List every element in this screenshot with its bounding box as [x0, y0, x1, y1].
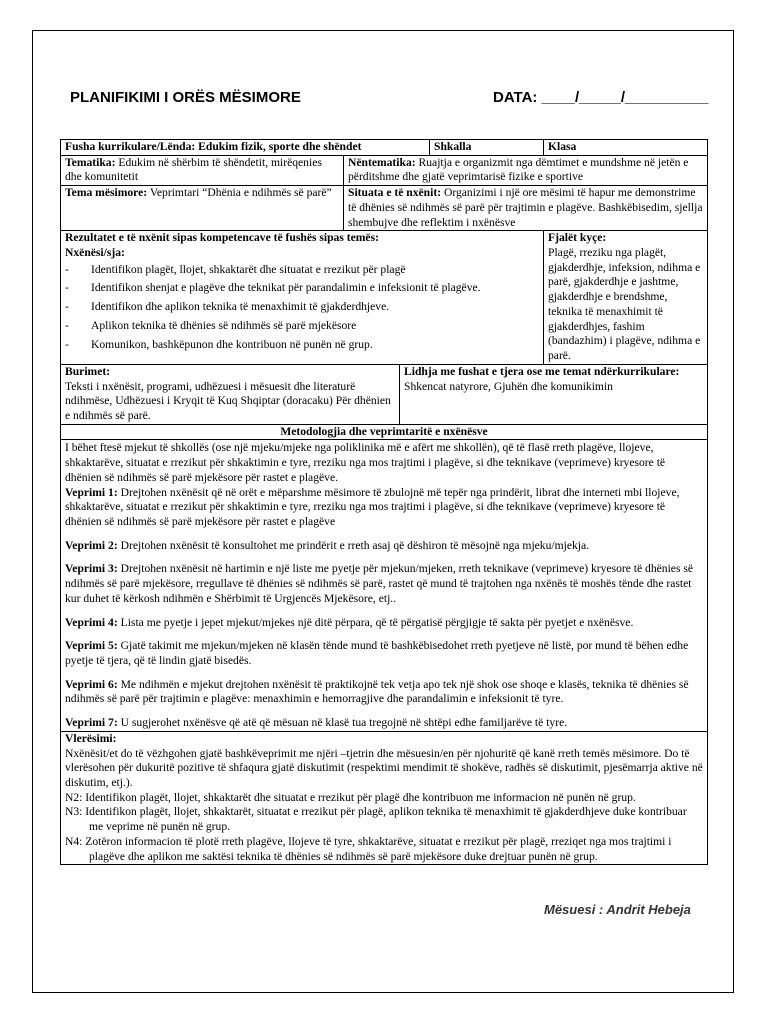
- rezultat-text: Aplikon teknika të dhënies së ndihmës së parë mjekësore: [91, 318, 357, 332]
- rezultatet-cell: [61, 231, 543, 363]
- veprimi-text: Drejtohen nxënësit në hartimin e një liste me pyetje për mjekun/mjeken, rreth teknikave (veprimeve) kryesore të dhënies së ndihmës së parë mjekësore, rregullave të dhënies së ndihmës së parë, rastet që mund të trajtohen nga nxënës të moshës tënde dhe rastet kur duhet të kërkosh ndihmën e Shërbimit të Urgjencës Mjekësore, etj..: [65, 562, 694, 605]
- row-tema: [61, 185, 707, 230]
- row-tematika: [61, 155, 707, 185]
- niveli-n2: N2: Identifikon plagët, llojet, shkaktarët dhe situatat e rrezikut për plagë dhe kontribuon me informacion në punën në grup.: [65, 790, 636, 804]
- dash-mark: -: [65, 337, 69, 351]
- list-item: [65, 319, 539, 334]
- veprimi-label: Veprimi 1:: [65, 485, 118, 499]
- list-item: [65, 263, 539, 278]
- dash-mark: -: [65, 318, 69, 332]
- row-rezultatet: [61, 230, 707, 363]
- veprimi-7: [65, 716, 703, 731]
- veprimi-text: U sugjerohet nxënësve që atë që mësuan në klasë tua tregojnë në shtëpi edhe familjarëve të tyre.: [120, 716, 568, 730]
- rezultat-text: Identifikon dhe aplikon teknika të menaxhimit të gjakderdhjeve.: [91, 300, 390, 314]
- veprimi-1: [65, 486, 703, 530]
- tematika-label: Tematika:: [65, 155, 116, 169]
- metodologjia-label: Metodologjia dhe veprimtaritë e nxënësve: [280, 424, 488, 438]
- nentematika-cell: [343, 156, 707, 185]
- situata-text: Organizimi i një ore mësimi të hapur me demonstrime të dhënies së ndihmës së parë për trajtimin e plagëve. Bashkëbisedim, sjellja shembujve dhe reflektim i nxënësve: [348, 186, 703, 229]
- situata-label: Situata e të nxënit:: [348, 186, 442, 200]
- list-item: [65, 338, 539, 353]
- veprimi-label: Veprimi 7:: [65, 716, 118, 730]
- fjalet-cell: [543, 231, 707, 363]
- row-metodologjia: [61, 439, 707, 731]
- veprimi-6: [65, 678, 703, 707]
- tematika-cell: [61, 156, 343, 185]
- lesson-plan-table: [60, 139, 708, 865]
- veprimi-label: Veprimi 2:: [65, 538, 118, 552]
- veprimi-3: [65, 562, 703, 606]
- klasa-cell: Klasa: [543, 140, 707, 155]
- lidhja-label: Lidhja me fushat e tjera ose me temat ndërkurrikulare:: [404, 364, 680, 378]
- row-burimet: [61, 364, 707, 424]
- veprimi-label: Veprimi 6:: [65, 677, 118, 691]
- rezultat-text: Identifikon plagët, llojet, shkaktarët dhe situatat e rrezikut për plagë: [91, 262, 406, 276]
- vleresimi-label: Vlerësimi:: [65, 731, 117, 745]
- veprimi-5: [65, 639, 703, 668]
- list-item: [65, 300, 539, 315]
- niveli-n3: N3: Identifikon plagët, llojet, shkaktarët, situatat e rrezikut për plagë, aplikon teknika të menaxhimit të gjakderdhjeve duke kontribuar me veprime në punën në grup.: [65, 805, 687, 834]
- dash-mark: -: [65, 281, 69, 295]
- teacher-signature: Mësuesi : Andrit Hebeja: [544, 902, 691, 917]
- burimet-text: Teksti i nxënësit, programi, udhëzuesi i mësuesit dhe literaturë ndihmëse, Udhëzuesi i Kryqit të Kuq Shqiptar (doracaku) Për dhënien e ndihmës së parë.: [65, 379, 391, 422]
- row-metodologjia-header: [61, 424, 707, 440]
- tema-text: Veprimtari “Dhënia e ndihmës së parë”: [149, 186, 332, 200]
- lidhja-text: Shkencat natyrore, Gjuhën dhe komunikimin: [404, 379, 613, 393]
- veprimi-label: Veprimi 3:: [65, 562, 118, 576]
- veprimi-text: Me ndihmën e mjekut drejtohen nxënësit të praktikojnë tek vetja apo tek një shok ose shoqe e klasës, teknika të dhënies së ndihmës së parë për trajtimin e plagëve: menaxhimin e hemorragjive dhe parandalimin e infeksionit të tyre.: [65, 677, 689, 706]
- veprimi-text: Drejtohen nxënësit që në orët e mëparshme mësimore të zbulojnë më tepër nga prindërit, librat dhe interneti mbi llojeve, shkaktarëve, situatat e rrezikut për shkaktimin e tyre, rreziku nga mos trajtimi i plagëve, si dhe teknikave (veprimeve) kryesore të dhënien së ndihmës së parë mjekësore për rastet e plagëve: [65, 485, 680, 528]
- tema-label: Tema mësimore:: [65, 186, 148, 200]
- lidhja-cell: [399, 365, 707, 424]
- veprimi-text: Gjatë takimit me mjekun/mjeken në klasën tënde mund të bashkëbisedohet rreth pyetjeve në listë, por mund të bëhen edhe pyetje të tjera, që të lindin gjatë bisedës.: [65, 639, 689, 667]
- list-item: [65, 281, 539, 296]
- burimet-cell: [61, 365, 399, 424]
- vleresimi-cell: [61, 732, 707, 864]
- page-title: PLANIFIKIMI I ORËS MËSIMORE: [70, 89, 301, 106]
- metodologjia-intro: I bëhet ftesë mjekut të shkollës (ose një mjeku/mjeke nga poliklinika më e afërt me shkollën), që të flasë rreth plagëve, llojeve, shkaktarëve, situatat e rrezikut për shkaktimin e tyre, rreziku nga mos trajtimi i plagëve, si dhe teknikave (veprimeve) kryesore të dhënien së ndihmës së parë mjekësore për rastet e plagëve.: [65, 441, 666, 484]
- nentematika-text: Ruajtja e organizmit nga dëmtimet e mundshme në jetën e përditshme dhe gjatë veprimtarisë fizike e sportive: [348, 155, 689, 184]
- veprimi-2: [65, 539, 703, 554]
- rezultat-text: Identifikon shenjat e plagëve dhe teknikat për parandalimin e infeksionit të plagëve.: [91, 281, 481, 295]
- rezultatet-list: [65, 263, 539, 353]
- burimet-label: Burimet:: [65, 364, 111, 378]
- fjalet-label: Fjalët kyçe:: [548, 231, 607, 245]
- tema-cell: [61, 186, 343, 230]
- veprimi-4: [65, 616, 703, 631]
- rezultatet-label: Rezultatet e të nxënit sipas kompetencave të fushës sipas temës:: [65, 231, 379, 245]
- vleresimi-intro: Nxënësit/et do të vëzhgohen gjatë bashkëveprimit me njëri –tjetrin dhe mësuesin/en për njohuritë që kanë rreth temës mësimore. Do të vlerësohen për dukuritë pozitive të shfaqura gjatë diskutimit (respektimi mendimit të shokëve, radhës së diskutimit, pjesëmarrja aktive në diskutim, etj.).: [65, 746, 703, 790]
- row-vleresimi: [61, 731, 707, 864]
- niveli-n4: N4: Zotëron informacion të plotë rreth plagëve, llojeve të tyre, shkaktarëve, situatat e rrezikut për plagë, rreziqet nga mos trajtimi i plagëve dhe aplikon me saktësi teknika të dhënies së ndihmës së parë mjekësore duke drejtuar punën në grup.: [65, 834, 672, 863]
- veprimi-text: Lista me pyetje i jepet mjekut/mjekes një ditë përpara, që të përgatisë përgjigje të sakta për pyetjet e nxënësve.: [120, 615, 634, 629]
- tematika-text: Edukim në shërbim të shëndetit, mirëqenies dhe komunitetit: [65, 155, 322, 184]
- fjalet-text: Plagë, rreziku nga plagët, gjakderdhje, infeksion, ndihma e parë, gjakderdhje e jashtme, gjakderdhje e brendshme, teknika të menaxhimit të gjakderdhjes, fashim (bandazhim) i plagëve, ndihma e parë.: [548, 246, 701, 363]
- veprimi-text: Drejtohen nxënësit të konsultohet me prindërit e rreth asaj që dëshiron të mësojnë nga mjeku/mjekja.: [120, 538, 590, 552]
- situata-cell: [343, 186, 707, 230]
- fusha-cell: Fusha kurrikulare/Lënda: Edukim fizik, sporte dhe shëndet: [65, 140, 362, 153]
- dash-mark: -: [65, 262, 69, 276]
- nxenesi-label: Nxënësi/sja:: [65, 246, 125, 260]
- rezultat-text: Komunikon, bashkëpunon dhe kontribuon në punën në grup.: [91, 337, 373, 351]
- dash-mark: -: [65, 300, 69, 314]
- veprimi-label: Veprimi 4:: [65, 615, 118, 629]
- nentematika-label: Nëntematika:: [348, 155, 416, 169]
- metodologjia-cell: [61, 440, 707, 731]
- row-fusha: [61, 140, 707, 155]
- veprimi-label: Veprimi 5:: [65, 639, 118, 653]
- shkalla-cell: Shkalla: [429, 140, 543, 155]
- date-field: DATA: ____/_____/__________: [493, 89, 709, 106]
